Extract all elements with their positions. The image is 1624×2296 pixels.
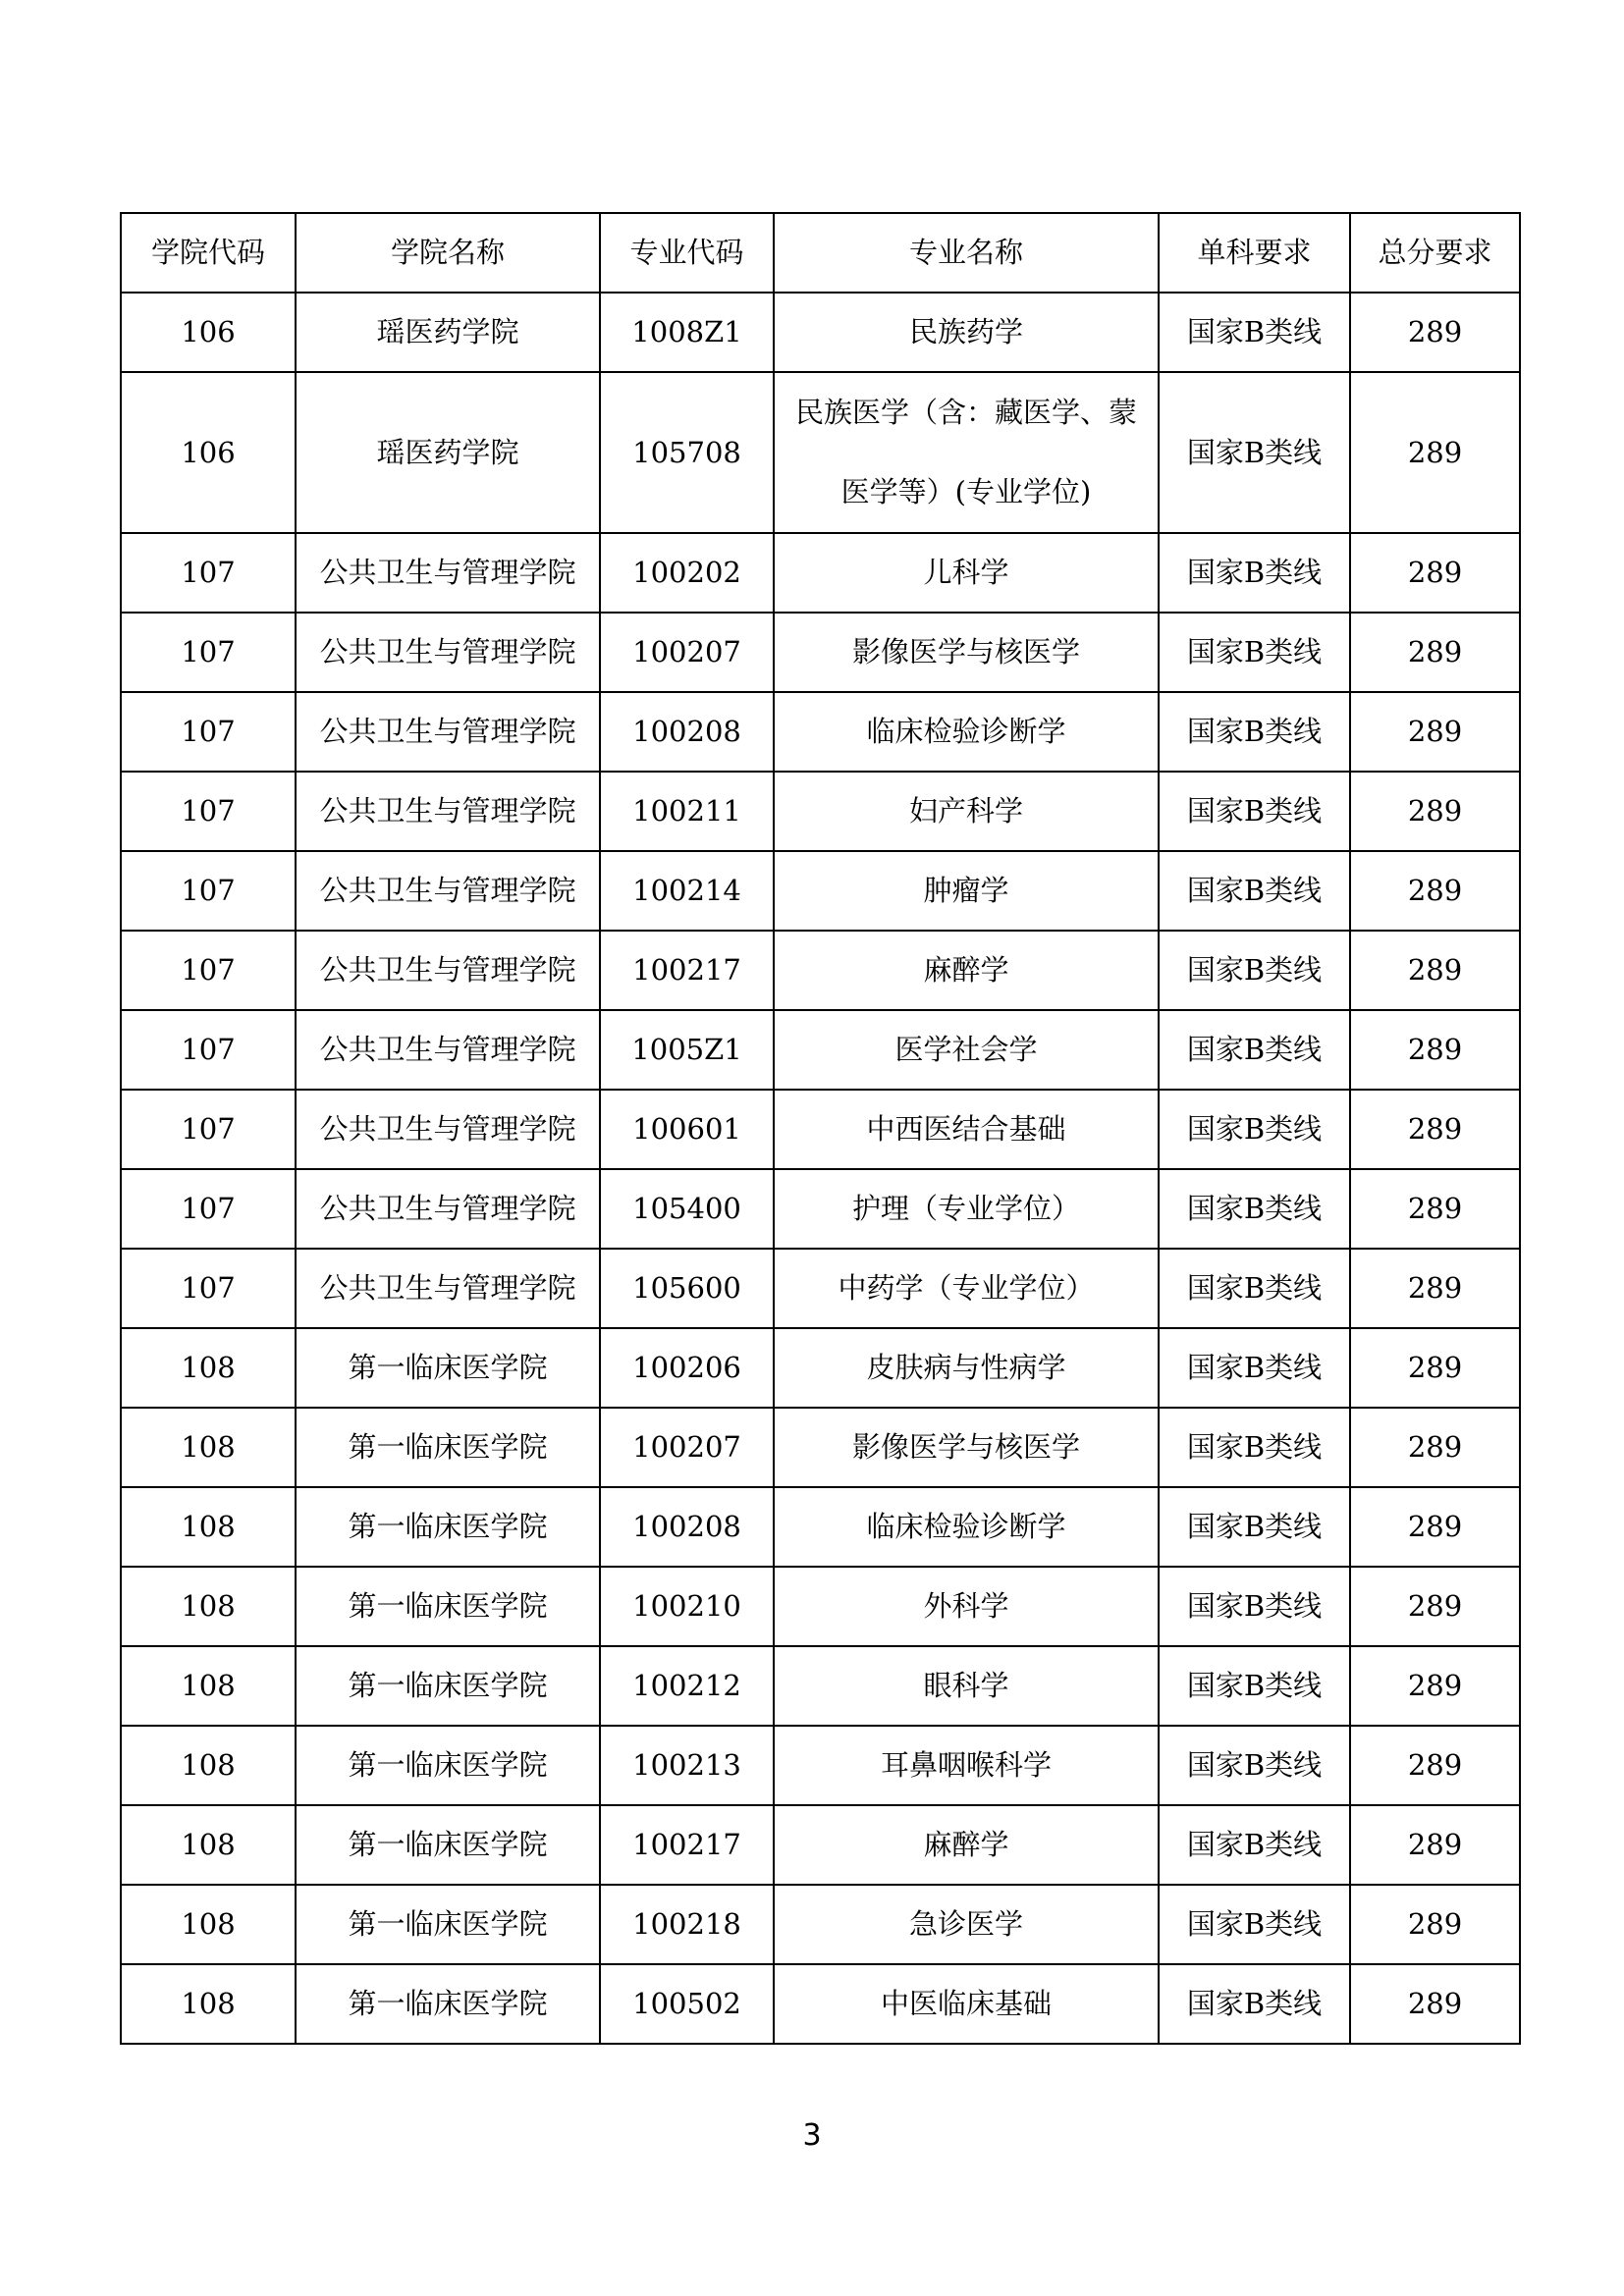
- cell-college-name: 第一临床医学院: [296, 1487, 600, 1567]
- cell-college-name: 公共卫生与管理学院: [296, 1010, 600, 1090]
- cell-college-code: 107: [121, 613, 296, 692]
- cell-college-name: 第一临床医学院: [296, 1328, 600, 1408]
- cell-major-code: 100210: [600, 1567, 774, 1646]
- cell-major-name: 妇产科学: [774, 772, 1159, 851]
- cell-total-score-req: 289: [1350, 1567, 1520, 1646]
- cell-total-score-req: 289: [1350, 1487, 1520, 1567]
- cell-major-name: 医学社会学: [774, 1010, 1159, 1090]
- header-college-code: 学院代码: [121, 213, 296, 293]
- cell-total-score-req: 289: [1350, 372, 1520, 533]
- table-row: [121, 1408, 1520, 1487]
- cell-total-score-req: 289: [1350, 1328, 1520, 1408]
- table-row: [121, 772, 1520, 851]
- cell-major-name: 民族药学: [774, 293, 1159, 372]
- cell-single-subject-req: 国家B类线: [1159, 533, 1350, 613]
- cell-major-name: 麻醉学: [774, 1805, 1159, 1885]
- cell-major-code: 100213: [600, 1726, 774, 1805]
- cell-major-name: 急诊医学: [774, 1885, 1159, 1964]
- cell-college-name: 瑶医药学院: [296, 293, 600, 372]
- cell-single-subject-req: 国家B类线: [1159, 1646, 1350, 1726]
- cell-major-name: 中西医结合基础: [774, 1090, 1159, 1169]
- cell-college-name: 公共卫生与管理学院: [296, 613, 600, 692]
- cell-single-subject-req: 国家B类线: [1159, 1805, 1350, 1885]
- table-row: [121, 1805, 1520, 1885]
- admission-score-table: [120, 212, 1521, 2045]
- cell-total-score-req: 289: [1350, 772, 1520, 851]
- cell-major-name: 外科学: [774, 1567, 1159, 1646]
- cell-total-score-req: 289: [1350, 533, 1520, 613]
- cell-college-name: 公共卫生与管理学院: [296, 772, 600, 851]
- cell-major-name: 护理（专业学位）: [774, 1169, 1159, 1249]
- cell-major-name: 中医临床基础: [774, 1964, 1159, 2044]
- cell-major-name: 耳鼻咽喉科学: [774, 1726, 1159, 1805]
- cell-college-name: 第一临床医学院: [296, 1567, 600, 1646]
- cell-college-name: 第一临床医学院: [296, 1805, 600, 1885]
- cell-major-code: 105600: [600, 1249, 774, 1328]
- cell-major-code: 100207: [600, 613, 774, 692]
- table-row: [121, 372, 1520, 533]
- table-row: [121, 1885, 1520, 1964]
- cell-major-code: 105400: [600, 1169, 774, 1249]
- cell-total-score-req: 289: [1350, 1010, 1520, 1090]
- cell-college-code: 108: [121, 1885, 296, 1964]
- cell-major-code: 100217: [600, 1805, 774, 1885]
- cell-major-code: 100206: [600, 1328, 774, 1408]
- cell-major-name: 眼科学: [774, 1646, 1159, 1726]
- cell-college-name: 第一临床医学院: [296, 1885, 600, 1964]
- cell-single-subject-req: 国家B类线: [1159, 772, 1350, 851]
- cell-total-score-req: 289: [1350, 1885, 1520, 1964]
- table-row: [121, 1487, 1520, 1567]
- cell-single-subject-req: 国家B类线: [1159, 1169, 1350, 1249]
- header-major-name: 专业名称: [774, 213, 1159, 293]
- cell-single-subject-req: 国家B类线: [1159, 1567, 1350, 1646]
- cell-total-score-req: 289: [1350, 931, 1520, 1010]
- cell-college-name: 公共卫生与管理学院: [296, 1249, 600, 1328]
- cell-college-code: 107: [121, 1169, 296, 1249]
- cell-college-code: 106: [121, 293, 296, 372]
- cell-college-code: 108: [121, 1408, 296, 1487]
- cell-college-name: 第一临床医学院: [296, 1964, 600, 2044]
- table-body: [121, 293, 1520, 2044]
- table-row: [121, 293, 1520, 372]
- table-row: [121, 1328, 1520, 1408]
- cell-college-code: 106: [121, 372, 296, 533]
- cell-major-code: 100218: [600, 1885, 774, 1964]
- cell-single-subject-req: 国家B类线: [1159, 692, 1350, 772]
- table-row: [121, 1169, 1520, 1249]
- header-single-subject-req: 单科要求: [1159, 213, 1350, 293]
- cell-college-code: 108: [121, 1646, 296, 1726]
- cell-college-code: 107: [121, 1010, 296, 1090]
- cell-total-score-req: 289: [1350, 1090, 1520, 1169]
- cell-total-score-req: 289: [1350, 851, 1520, 931]
- cell-major-code: 100211: [600, 772, 774, 851]
- cell-single-subject-req: 国家B类线: [1159, 372, 1350, 533]
- cell-college-code: 107: [121, 1090, 296, 1169]
- cell-college-name: 公共卫生与管理学院: [296, 851, 600, 931]
- cell-single-subject-req: 国家B类线: [1159, 1090, 1350, 1169]
- table-row: [121, 1090, 1520, 1169]
- cell-single-subject-req: 国家B类线: [1159, 1328, 1350, 1408]
- cell-major-code: 105708: [600, 372, 774, 533]
- cell-single-subject-req: 国家B类线: [1159, 1249, 1350, 1328]
- cell-total-score-req: 289: [1350, 1249, 1520, 1328]
- cell-single-subject-req: 国家B类线: [1159, 851, 1350, 931]
- cell-college-code: 108: [121, 1964, 296, 2044]
- cell-major-name: 临床检验诊断学: [774, 692, 1159, 772]
- cell-major-code: 100208: [600, 1487, 774, 1567]
- cell-major-code: 1005Z1: [600, 1010, 774, 1090]
- cell-major-name: 影像医学与核医学: [774, 1408, 1159, 1487]
- cell-college-code: 108: [121, 1567, 296, 1646]
- table-row: [121, 613, 1520, 692]
- cell-total-score-req: 289: [1350, 293, 1520, 372]
- cell-total-score-req: 289: [1350, 613, 1520, 692]
- cell-major-name: 肿瘤学: [774, 851, 1159, 931]
- cell-college-name: 公共卫生与管理学院: [296, 692, 600, 772]
- cell-college-code: 107: [121, 1249, 296, 1328]
- header-major-code: 专业代码: [600, 213, 774, 293]
- table-row: [121, 1249, 1520, 1328]
- cell-major-name: 影像医学与核医学: [774, 613, 1159, 692]
- cell-college-code: 107: [121, 533, 296, 613]
- table-header-row: [121, 213, 1520, 293]
- cell-major-code: 100601: [600, 1090, 774, 1169]
- cell-single-subject-req: 国家B类线: [1159, 1726, 1350, 1805]
- header-total-score-req: 总分要求: [1350, 213, 1520, 293]
- cell-major-code: 100208: [600, 692, 774, 772]
- cell-college-name: 公共卫生与管理学院: [296, 533, 600, 613]
- cell-single-subject-req: 国家B类线: [1159, 293, 1350, 372]
- cell-total-score-req: 289: [1350, 1726, 1520, 1805]
- table-row: [121, 931, 1520, 1010]
- cell-major-code: 100217: [600, 931, 774, 1010]
- cell-major-code: 100202: [600, 533, 774, 613]
- cell-total-score-req: 289: [1350, 1169, 1520, 1249]
- cell-total-score-req: 289: [1350, 1964, 1520, 2044]
- cell-college-code: 107: [121, 692, 296, 772]
- cell-major-name: 民族医学（含：藏医学、蒙医学等）(专业学位): [774, 372, 1159, 533]
- cell-college-code: 107: [121, 851, 296, 931]
- table-row: [121, 1726, 1520, 1805]
- cell-major-name: 麻醉学: [774, 931, 1159, 1010]
- table-row: [121, 1964, 1520, 2044]
- cell-major-code: 100212: [600, 1646, 774, 1726]
- cell-college-name: 公共卫生与管理学院: [296, 931, 600, 1010]
- cell-single-subject-req: 国家B类线: [1159, 931, 1350, 1010]
- table-row: [121, 692, 1520, 772]
- cell-single-subject-req: 国家B类线: [1159, 1964, 1350, 2044]
- cell-college-code: 108: [121, 1805, 296, 1885]
- cell-college-code: 108: [121, 1328, 296, 1408]
- cell-college-code: 108: [121, 1726, 296, 1805]
- table-row: [121, 851, 1520, 931]
- header-college-name: 学院名称: [296, 213, 600, 293]
- cell-major-code: 100502: [600, 1964, 774, 2044]
- cell-single-subject-req: 国家B类线: [1159, 1010, 1350, 1090]
- cell-total-score-req: 289: [1350, 1805, 1520, 1885]
- cell-total-score-req: 289: [1350, 692, 1520, 772]
- cell-major-name: 中药学（专业学位）: [774, 1249, 1159, 1328]
- cell-single-subject-req: 国家B类线: [1159, 1885, 1350, 1964]
- cell-major-name: 临床检验诊断学: [774, 1487, 1159, 1567]
- cell-college-code: 108: [121, 1487, 296, 1567]
- cell-single-subject-req: 国家B类线: [1159, 613, 1350, 692]
- cell-college-name: 公共卫生与管理学院: [296, 1090, 600, 1169]
- cell-college-name: 瑶医药学院: [296, 372, 600, 533]
- cell-college-code: 107: [121, 772, 296, 851]
- table-row: [121, 1567, 1520, 1646]
- cell-major-name: 儿科学: [774, 533, 1159, 613]
- cell-single-subject-req: 国家B类线: [1159, 1408, 1350, 1487]
- page-number: 3: [802, 2118, 822, 2153]
- cell-college-name: 公共卫生与管理学院: [296, 1169, 600, 1249]
- cell-total-score-req: 289: [1350, 1408, 1520, 1487]
- cell-college-name: 第一临床医学院: [296, 1408, 600, 1487]
- cell-major-code: 1008Z1: [600, 293, 774, 372]
- table-row: [121, 1010, 1520, 1090]
- cell-college-name: 第一临床医学院: [296, 1726, 600, 1805]
- cell-major-code: 100207: [600, 1408, 774, 1487]
- cell-major-name: 皮肤病与性病学: [774, 1328, 1159, 1408]
- table-row: [121, 1646, 1520, 1726]
- cell-single-subject-req: 国家B类线: [1159, 1487, 1350, 1567]
- cell-college-code: 107: [121, 931, 296, 1010]
- cell-total-score-req: 289: [1350, 1646, 1520, 1726]
- cell-major-code: 100214: [600, 851, 774, 931]
- cell-college-name: 第一临床医学院: [296, 1646, 600, 1726]
- table-row: [121, 533, 1520, 613]
